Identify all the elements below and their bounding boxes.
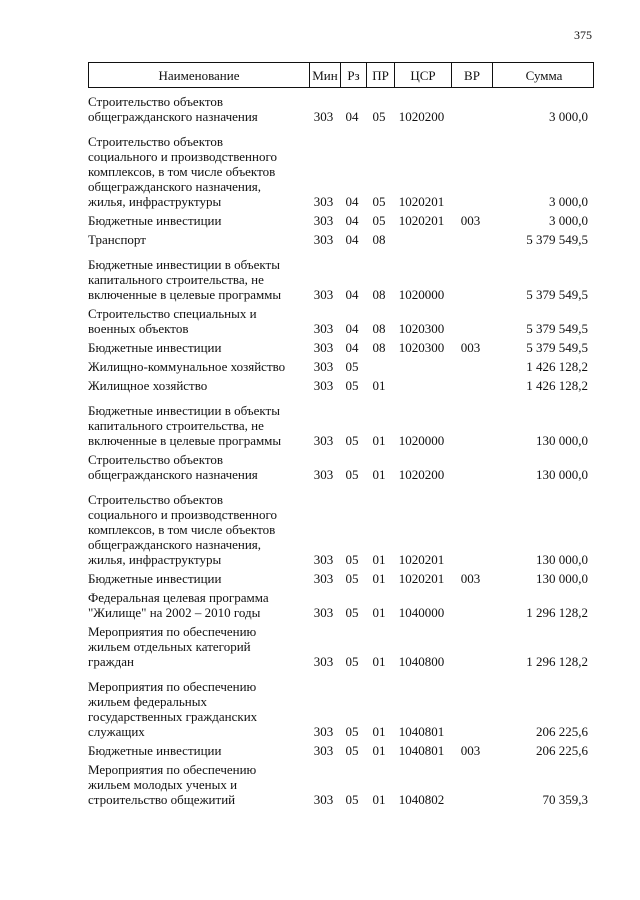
row-csr: 1020200: [398, 467, 445, 482]
row-min: 303: [313, 724, 334, 739]
row-name: Мероприятия по обеспечению жильем федеральных государственных гражданских служащих: [88, 679, 258, 739]
row-sum: 3 000,0: [549, 109, 588, 124]
row-pr: 05: [372, 213, 386, 228]
row-min: 303: [313, 654, 334, 669]
row-csr: 1020201: [398, 194, 445, 209]
row-rz: 05: [345, 654, 359, 669]
row-pr: 01: [372, 743, 386, 758]
row-sum: 5 379 549,5: [526, 232, 588, 247]
row-sum: 5 379 549,5: [526, 287, 588, 302]
row-vr: 003: [460, 340, 481, 355]
row-rz: 05: [345, 359, 359, 374]
row-min: 303: [313, 109, 334, 124]
row-sum: 206 225,6: [536, 743, 588, 758]
row-min: 303: [313, 287, 334, 302]
row-pr: 01: [372, 378, 386, 393]
row-pr: 01: [372, 467, 386, 482]
row-min: 303: [313, 359, 334, 374]
row-sum: 130 000,0: [536, 433, 588, 448]
row-name: Мероприятия по обеспечению жильем молодых ученых и строительство общежитий: [88, 762, 257, 807]
row-csr: 1020200: [398, 109, 445, 124]
table-row: [88, 590, 594, 620]
row-csr: 1020000: [398, 433, 445, 448]
row-csr: 1020300: [398, 321, 445, 336]
row-sum: 3 000,0: [549, 213, 588, 228]
table-row: [88, 378, 594, 393]
row-name: Строительство объектов общегражданского назначения: [88, 452, 258, 482]
row-rz: 04: [345, 232, 359, 247]
header-pr: ПР: [366, 63, 394, 87]
row-csr: 1020201: [398, 213, 445, 228]
row-pr: 08: [372, 340, 386, 355]
header-csr: ЦСР: [394, 63, 451, 87]
row-sum: 3 000,0: [549, 194, 588, 209]
row-name: Строительство объектов общегражданского назначения: [88, 94, 258, 124]
row-min: 303: [313, 467, 334, 482]
row-rz: 04: [345, 194, 359, 209]
row-min: 303: [313, 321, 334, 336]
row-name: Мероприятия по обеспечению жильем отдельных категорий граждан: [88, 624, 257, 669]
row-sum: 1 426 128,2: [526, 359, 588, 374]
header-min: Мин: [309, 63, 340, 87]
row-pr: 08: [372, 321, 386, 336]
row-sum: 1 426 128,2: [526, 378, 588, 393]
row-name: Федеральная целевая программа "Жилище" на 2002 – 2010 годы: [88, 590, 269, 620]
row-rz: 05: [345, 552, 359, 567]
table-row: [88, 762, 594, 807]
table-row: [88, 679, 594, 739]
row-rz: 05: [345, 433, 359, 448]
row-pr: 01: [372, 724, 386, 739]
row-sum: 130 000,0: [536, 571, 588, 586]
row-csr: 1020201: [398, 552, 445, 567]
row-pr: 01: [372, 792, 386, 807]
table-row: [88, 624, 594, 669]
row-pr: 08: [372, 287, 386, 302]
row-csr: 1040000: [398, 605, 445, 620]
row-csr: 1020201: [398, 571, 445, 586]
row-pr: 05: [372, 194, 386, 209]
table-row: [88, 452, 594, 482]
table-row: [88, 340, 594, 355]
row-sum: 130 000,0: [536, 552, 588, 567]
table-row: [88, 134, 594, 209]
row-sum: 1 296 128,2: [526, 654, 588, 669]
row-rz: 05: [345, 743, 359, 758]
header-sum: Сумма: [492, 63, 595, 87]
row-rz: 05: [345, 724, 359, 739]
table-row: [88, 213, 594, 228]
row-pr: 01: [372, 605, 386, 620]
row-rz: 05: [345, 378, 359, 393]
row-sum: 206 225,6: [536, 724, 588, 739]
row-csr: 1040801: [398, 724, 445, 739]
row-rz: 05: [345, 792, 359, 807]
row-csr: 1040801: [398, 743, 445, 758]
row-min: 303: [313, 433, 334, 448]
header-vr: ВР: [451, 63, 492, 87]
budget-table: [88, 62, 594, 811]
row-rz: 04: [345, 340, 359, 355]
table-row: [88, 571, 594, 586]
row-name: Строительство объектов социального и производственного комплексов, в том числе объектов общегражданского назначения, жилья, инфраструктуры: [88, 134, 277, 209]
row-vr: 003: [460, 213, 481, 228]
row-sum: 130 000,0: [536, 467, 588, 482]
row-name: Транспорт: [88, 232, 146, 247]
row-rz: 05: [345, 605, 359, 620]
row-rz: 04: [345, 321, 359, 336]
row-min: 303: [313, 378, 334, 393]
row-sum: 1 296 128,2: [526, 605, 588, 620]
row-pr: 01: [372, 571, 386, 586]
row-csr: 1040802: [398, 792, 445, 807]
row-sum: 5 379 549,5: [526, 340, 588, 355]
table-row: [88, 94, 594, 124]
table-row: [88, 743, 594, 758]
row-name: Бюджетные инвестиции: [88, 571, 222, 586]
row-min: 303: [313, 743, 334, 758]
table-row: [88, 403, 594, 448]
row-min: 303: [313, 194, 334, 209]
row-csr: 1020000: [398, 287, 445, 302]
row-pr: 01: [372, 433, 386, 448]
page-number: 375: [574, 28, 592, 42]
row-name: Бюджетные инвестиции: [88, 340, 222, 355]
table-row: [88, 257, 594, 302]
row-name: Бюджетные инвестиции в объекты капитального строительства, не включенные в целевые программы: [88, 257, 282, 302]
table-row: [88, 359, 594, 374]
row-sum: 5 379 549,5: [526, 321, 588, 336]
row-min: 303: [313, 340, 334, 355]
row-min: 303: [313, 552, 334, 567]
table-row: [88, 306, 594, 336]
row-pr: 08: [372, 232, 386, 247]
row-name: Жилищно-коммунальное хозяйство: [88, 359, 286, 374]
row-rz: 05: [345, 467, 359, 482]
row-name: Бюджетные инвестиции: [88, 743, 222, 758]
table-row: [88, 492, 594, 567]
row-pr: 01: [372, 552, 386, 567]
row-rz: 05: [345, 571, 359, 586]
row-name: Строительство объектов социального и производственного комплексов, в том числе объектов общегражданского назначения, жилья, инфраструктуры: [88, 492, 277, 567]
row-name: Бюджетные инвестиции в объекты капитального строительства, не включенные в целевые программы: [88, 403, 282, 448]
row-pr: 05: [372, 109, 386, 124]
table-body: [88, 94, 594, 807]
header-rz: Рз: [340, 63, 366, 87]
row-min: 303: [313, 605, 334, 620]
row-name: Бюджетные инвестиции: [88, 213, 222, 228]
row-min: 303: [313, 571, 334, 586]
table-header: [88, 62, 594, 88]
row-vr: 003: [460, 743, 481, 758]
row-name: Строительство специальных и военных объектов: [88, 306, 257, 336]
row-rz: 04: [345, 287, 359, 302]
row-name: Жилищное хозяйство: [88, 378, 208, 393]
row-rz: 04: [345, 109, 359, 124]
row-sum: 70 359,3: [542, 792, 588, 807]
row-csr: 1020300: [398, 340, 445, 355]
table-row: [88, 232, 594, 247]
row-min: 303: [313, 213, 334, 228]
row-csr: 1040800: [398, 654, 445, 669]
row-rz: 04: [345, 213, 359, 228]
header-name: Наименование: [158, 67, 240, 83]
row-min: 303: [313, 232, 334, 247]
row-min: 303: [313, 792, 334, 807]
row-vr: 003: [460, 571, 481, 586]
row-pr: 01: [372, 654, 386, 669]
